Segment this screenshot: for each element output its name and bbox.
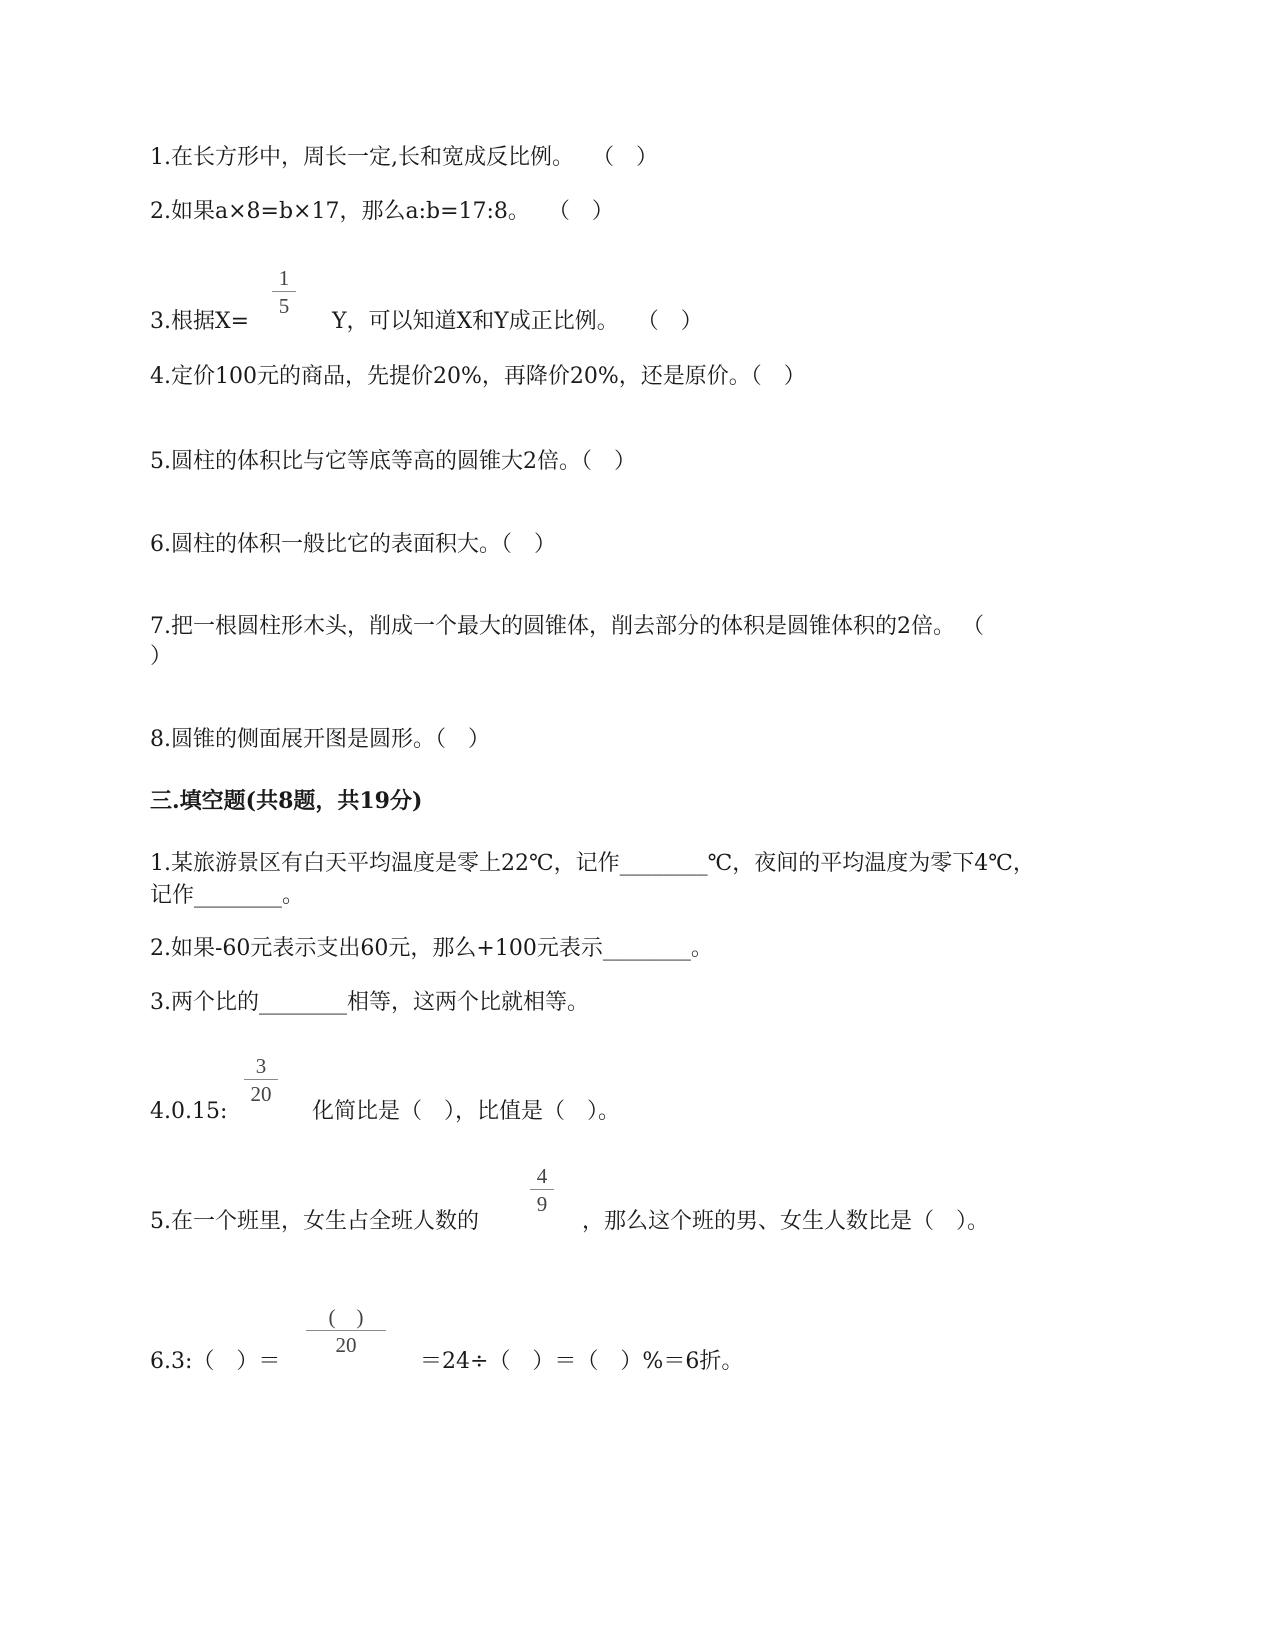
judgement-question-3-prefix: 3.根据X=: [150, 309, 250, 334]
judgement-question-1: 1.在长方形中，周长一定,长和宽成反比例。 （ ）: [150, 145, 658, 170]
judgement-question-8: 8.圆锥的侧面展开图是圆形。（ ）: [150, 727, 490, 752]
section-heading-fill-in: 三.填空题(共8题，共19分): [150, 788, 423, 814]
fraction-four-ninths: [530, 1164, 554, 1216]
judgement-question-5: 5.圆柱的体积比与它等底等高的圆锥大2倍。（ ）: [150, 449, 636, 474]
judgement-question-7-continued: ）: [150, 644, 173, 669]
fraction-blank-over-twenty: [306, 1305, 386, 1357]
fill-question-2: 2.如果-60元表示支出60元，那么+100元表示________。: [150, 936, 713, 961]
fill-question-6-prefix: 6.3:（ ）＝: [150, 1349, 281, 1374]
fraction-bar: [530, 1189, 554, 1190]
judgement-question-6: 6.圆柱的体积一般比它的表面积大。（ ）: [150, 532, 556, 557]
fraction-bar: [272, 291, 296, 292]
fraction-three-twentieths: [244, 1054, 278, 1106]
fill-question-6-suffix: ＝24÷（ ）＝（ ）%＝6折。: [420, 1349, 744, 1374]
fill-question-5-suffix: ，那么这个班的男、女生人数比是（ ）。: [582, 1209, 990, 1234]
fraction-denominator: 5: [278, 294, 290, 318]
fraction-numerator: 3: [255, 1054, 267, 1078]
fraction-denominator: 20: [335, 1333, 357, 1357]
fill-question-1-line-2: 记作________。: [150, 883, 305, 908]
judgement-question-7: 7.把一根圆柱形木头，削成一个最大的圆锥体，削去部分的体积是圆锥体积的2倍。 （: [150, 614, 984, 639]
fill-question-1-line-1: 1.某旅游景区有白天平均温度是零上22℃，记作________℃，夜间的平均温度为零下4℃，: [150, 851, 1035, 876]
fraction-numerator: 4: [536, 1164, 548, 1188]
fraction-bar: [306, 1330, 386, 1331]
fraction-numerator: 1: [278, 266, 290, 290]
judgement-question-4: 4.定价100元的商品，先提价20%，再降价20%，还是原价。（ ）: [150, 364, 806, 389]
judgement-question-3-suffix: Y，可以知道X和Y成正比例。 （ ）: [332, 309, 703, 334]
fraction-denominator: 20: [250, 1082, 272, 1106]
judgement-question-2: 2.如果a×8=b×17，那么a:b=17:8。 （ ）: [150, 199, 614, 224]
fill-question-5-prefix: 5.在一个班里，女生占全班人数的: [150, 1209, 479, 1234]
fill-question-4-prefix: 4.0.15:: [150, 1099, 228, 1124]
fill-question-3: 3.两个比的________相等，这两个比就相等。: [150, 990, 589, 1015]
fraction-denominator: 9: [536, 1192, 548, 1216]
fill-question-4-suffix: 化简比是（ ），比值是（ ）。: [312, 1099, 621, 1124]
fraction-bar: [244, 1079, 278, 1080]
fraction-one-fifth: [272, 266, 296, 318]
fraction-numerator-blank: ( ): [328, 1305, 364, 1329]
